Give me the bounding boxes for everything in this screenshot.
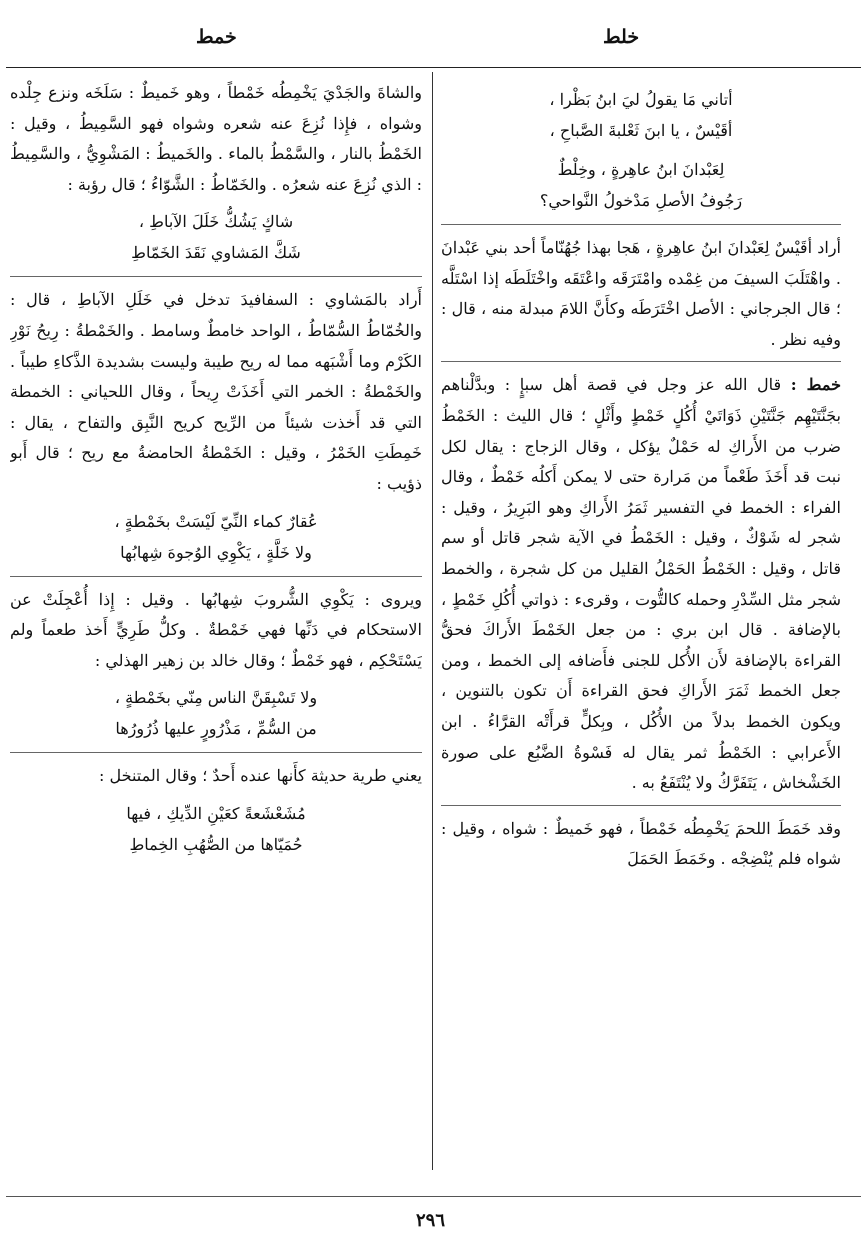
header-rule — [6, 67, 861, 68]
verse-block — [10, 506, 422, 568]
section-separator — [10, 576, 422, 577]
verse-line: أقَيْسٌ ، يا ابنَ ثَعْلبةَ الصَّباحِ ، — [549, 121, 733, 140]
verse-line: ولا تَسْبِقَنَّ الناس مِنّي بخَمْطةٍ ، — [114, 688, 318, 708]
verse-block — [10, 798, 422, 860]
verse-line: حُمَيّاها من الصُّهُبِ الخِماطِ — [129, 834, 303, 854]
verse-block — [10, 682, 422, 744]
paragraph: أراد أقَيْسٌ لِعَبْدانَ ابنُ عاهِرةٍ ، هَجا بهذا جُهُنّاماً أحد بني عَبْدانَ . واهْتَلَبَ السيفَ من غِمْده وامْتَرَقَه واعْتَقَه واخْتَلَطَه إذا اسْتَلَّه ؛ قال الجرجاني : الأصل اخْتَرَطَه وكأَنَّ اللامَ مبدلة منه ، قال : وفيه نظر . — [441, 238, 841, 349]
verse-line: مُشَعْشَعةً كعَيْنِ الدِّيكِ ، فيها — [126, 803, 306, 823]
verse-line: لِعَبْدانَ ابنُ عاهِرةٍ ، وخِلْطٌ — [557, 160, 725, 179]
paragraph: أَراد بالمَشاوي : السفافيدَ تدخل في خَلَلِ الآباطِ ، قال : والخُمّاطُ السُّمّاطُ ، الواحد خامطٌ وسامط . والخَمْطةُ : رِيحُ نَوْرِ الكَرْم وما أَشْبَهه مما له ريح طيبة وليست بشديدة الذَّكاءِ طيباً . والخَمْطةُ : الخمر التي أَخَذَتْ رِيحاً ، وقال اللحياني : الخمطة التي قد أَخذت شيئاً من الرِّيح كريح النَّبِق والتفاح ، يقال : خَمِطَتِ الخَمْرُ ، وقيل : الخَمْطةُ الحامضةُ مع ريح ؛ قال أَبو ذؤيب : — [10, 290, 422, 493]
verse-block — [441, 84, 841, 146]
footer-rule — [6, 1196, 861, 1197]
paragraph: والشاةَ والجَدْيَ يَخْمِطُه خَمْطاً ، وهو خَميطٌ : سَلَخَه ونزع جِلْده وشواه ، فإِذا نُزِعَ عنه شعره وشواه فهو السَّمِيطُ ، وقيل : الخَمْطُ بالنار ، والسَّمْطُ بالماء . والخَميطُ : المَشْوِيُّ ، والسَّمِيطُ : الذي نُزِعَ عنه شعرُه . والخَمّاطُ : الشَّوّاءُ ؛ قال رؤبة : — [10, 83, 422, 194]
header-right-word: خلط — [603, 26, 640, 48]
section-separator — [10, 752, 422, 753]
section-separator — [441, 224, 841, 225]
verse-line: ولا خَلَّةٍ ، يَكْوِي الوُجوهَ شِهابُها — [120, 542, 312, 562]
entry-paragraph — [441, 370, 841, 798]
header-left-word: خمط — [196, 26, 237, 48]
entry-body: قال الله عز وجل في قصة أهل سبإٍ : وبدَّلْناهم بجَنَّتَيْهِم جَنَّتَيْنِ ذَوَاتَيْ أُكُلٍ خَمْطٍ وأَثْلٍ ؛ قال الليث : الخَمْطُ ضرب من الأَراكِ له حَمْلٌ يؤكل ، وقال الزجاج : يقال لكل نبت قد أَخَذَ طَعْماً من مَرارة حتى لا يمكن أَكلُه خَمْطٌ ، وقال الفراء : الخمط في التفسير ثَمَرُ الأَراكِ وهو البَرِيرُ ، وقيل : شجر له شَوْكٌ ، وقيل : الخَمْطُ في الآية شجر قاتل أو سم قاتل ، وقيل : الخَمْطُ الحَمْلُ القليل من كل شجرة ، والخمط شجر مثل السِّدْرِ وحمله كالتُّوت ، وقرىء : ذواتي أُكُلِ خَمْطٍ ، بالإضافة . قال ابن بري : من جعل الخَمْطَ الأَراكَ فحقُّ القراءة بالإضافة لأَن الأُكل للجنى فأَضافه إلى الخمط ، ومن جعل الخمط ثَمَرَ الأَراكِ فحق القراءة أَن تكون بالتنوين ، ويكون الخمط بدلاً من الأُكُل ، وبِكلٍّ قرأَتْه القرَّاءُ . ابن الأَعرابي : الخَمْطُ ثمر يقال له فَسْوةُ الضَّبُع على صورة الخَشْخاش ، يَتَفَرَّكُ ولا يُنْتَفَعُ به . — [441, 375, 841, 793]
page-header — [0, 22, 861, 62]
section-separator — [10, 276, 422, 277]
page-number: ٢٩٦ — [415, 1210, 445, 1231]
verse-block — [441, 154, 841, 216]
right-column — [441, 78, 841, 1190]
verse-line: أتاني مَا يقولُ ليَ ابنُ بَظْرا ، — [549, 90, 733, 109]
paragraph: ويروى : يَكْوِي الشُّروبَ شِهابُها . وقيل : إِذا أُعْجِلَتْ عن الاستحكام في دَنِّها فهي خَمْطةٌ . وكلُّ طَرِيٍّ أَخذ طعماً ولم يَسْتَحْكِم ، فهو خَمْطٌ ؛ وقال خالد بن زهير الهذلي : — [10, 589, 422, 670]
entry-headword: خمط : — [790, 375, 841, 395]
verse-line: شَكَّ المَشاوي نَقَدَ الخَمّاطِ — [131, 243, 301, 263]
paragraph: وقد خَمَطَ اللحمَ يَخْمِطُه خَمْطاً ، فهو خَميطٌ : شواه ، وقيل : شواه فلم يُنْضِجْه . وخَمَطَ الحَمَلَ — [441, 818, 841, 869]
paragraph: يعني طرية حديثة كأَنها عنده أَحدٌ ؛ وقال المتنخل : — [99, 766, 422, 786]
column-divider — [432, 72, 433, 1170]
verse-line: من السُّمِّ ، مَذْرُورٍ عليها ذُرُورُها — [115, 719, 317, 739]
verse-line: رَجُوفُ الأصلِ مَدْخولُ النَّواحي؟ — [539, 191, 743, 210]
section-separator — [441, 805, 841, 806]
verse-block — [10, 206, 422, 268]
verse-line: شاكٍ يَشُكُّ خَلَلَ الآباطِ ، — [138, 212, 294, 232]
section-separator — [441, 361, 841, 362]
verse-line: عُقارٌ كماء النِّيّ لَيْسَتْ بخَمْطةٍ ، — [114, 511, 318, 531]
left-column — [10, 78, 422, 1190]
